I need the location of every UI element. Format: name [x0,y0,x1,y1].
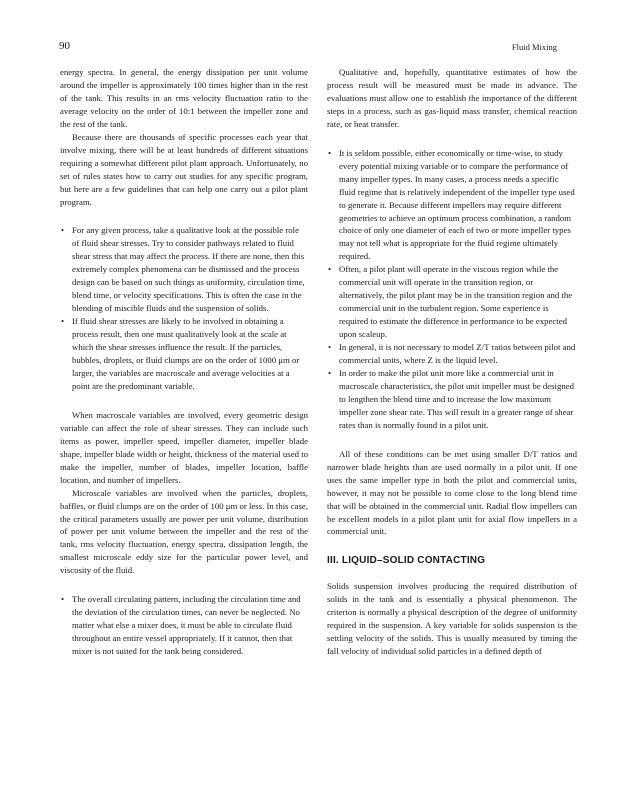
paragraph: Qualitative and, hopefully, quantitative estimates of how the process result will be measured must be made in advance. The evaluations must allow one to establish the importance of the different steps in a process, such as gas-liquid mass transfer, chemical reaction rate, or heat transfer. [327,67,577,129]
list-item: • The overall circulating pattern, including the circulation time and the deviation of the circulation times, can never be neglected. No matter what else a mixer does, it must be able to circulate fluid throughout an entire vessel appropriately. If it cannot, then that mixer is not suited for the tank being considered. [61,594,301,657]
paragraph: Microscale variables are involved when the particles, droplets, baffles, or fluid clumps are on the order of 100 μm or less. In this case, the critical parameters usually are power per unit volume, distribution of power per unit volume between the impeller and the rest of the tank, rms velocity fluctuation, energy spectra, dissipation length, the smallest microscale eddy size for the particular power level, and viscosity of the fluid. [60,487,309,576]
list-item: • If fluid shear stresses are likely to be involved in obtaining a process result, then one must qualitatively look at the scale at which the shear stresses influence the result. If the particles, bubbles, droplets, or fluid clumps are on the order of 1000 μm or larger, the variables are macroscale and average velocities at a point are the predominant variable. [61,316,300,391]
running-title: Fluid Mixing [511,42,557,52]
paragraph: Solids suspension involves producing the required distribution of solids in the tank and is essentially a physical phenomenon. The criterion is normally a physical description of the degree of uniformity required in the suspension. A key variable for solids suspension is the settling velocity of the solids. This is usually measured by timing the fall velocity of individual solid particles in a defined depth of [327,581,577,657]
bullet-list [60,593,308,658]
list-item: • For any given process, take a qualitative look at the possible role of fluid shear stresses. Try to consider pathways related to fluid shear stress that may affect the process. If there are none, then this extremely complex phenomena can be dismissed and the process design can be based on such things as uniformity, circulation time, blend time, or velocity specifications. This is often the case in the blending of miscible fluids and the suspension of solids. [61,225,305,314]
list-item: • Often, a pilot plant will operate in the viscous region while the commercial unit will operate in the transition region, or alternatively, the pilot plant may be in the transition region and the commercial unit in the turbulent region. Some experience is required to estimate the difference in performance to be expected upon scaleup. [328,264,573,340]
list-item: • It is seldom possible, either economically or time-wise, to study every potential mixing variable or to compare the performance of many impeller types. In many cases, a process needs a specific fluid regime that is relatively independent of the impeller type used to generate it. Because different impellers may require different geometries to achieve an optimum process combination, a random choice of only one diameter of each of two or more impeller types may not tell what is appropriate for the fluid regime ultimately required. [328,147,575,262]
paragraph: Because there are thousands of specific processes each year that involve mixing, there will be at least hundreds of different situations requiring a somewhat different pilot plant approach. Unfortunately, no set of rules states how to carry out studies for any specific program, but here are a few guidelines that can help one carry out a pilot plant program. [60,131,308,207]
paragraph: All of these conditions can be met using smaller D/T ratios and narrower blade heights than are used normally in a pilot unit. If one uses the same impeller type in both the pilot and commercial units, however, it may not be possible to come close to the long blend time that will be obtained in the commercial unit. Radial flow impellers can be excellent models in a pilot plant unit for axial flow impellers in a commercial unit. [327,448,577,537]
paragraph: energy spectra. In general, the energy dissipation per unit volume around the impeller is approximately 100 times higher than in the rest of the tank. This results in an rms velocity fluctuation ratio to the average velocity on the order of 10:1 between the impeller zone and the rest of the tank. [60,67,308,129]
bullet-list [327,147,577,432]
section-heading: III. LIQUID–SOLID CONTACTING [327,555,486,567]
page-number: 90 [59,40,70,52]
list-item: • In order to make the pilot unit more like a commercial unit in macroscale characteristics, the pilot unit impeller must be designed to lengthen the blend time and to increase the low maximum impeller zone shear rate. This will result in a greater range of shear rates than is normally found in a pilot unit. [328,367,574,430]
paragraph: When macroscale variables are involved, every geometric design variable can affect the role of shear stresses. They can include such items as power, impeller speed, impeller diameter, impeller blade shape, impeller blade width or height, thickness of the material used to make the impeller, number of blades, impeller location, baffle location, and number of impellers. [60,409,308,485]
right-column [327,66,577,658]
list-item: • In general, it is not necessary to model Z/T ratios between pilot and commercial units, where Z is the liquid level. [328,342,576,366]
bullet-list [60,224,308,392]
left-column [60,66,308,658]
